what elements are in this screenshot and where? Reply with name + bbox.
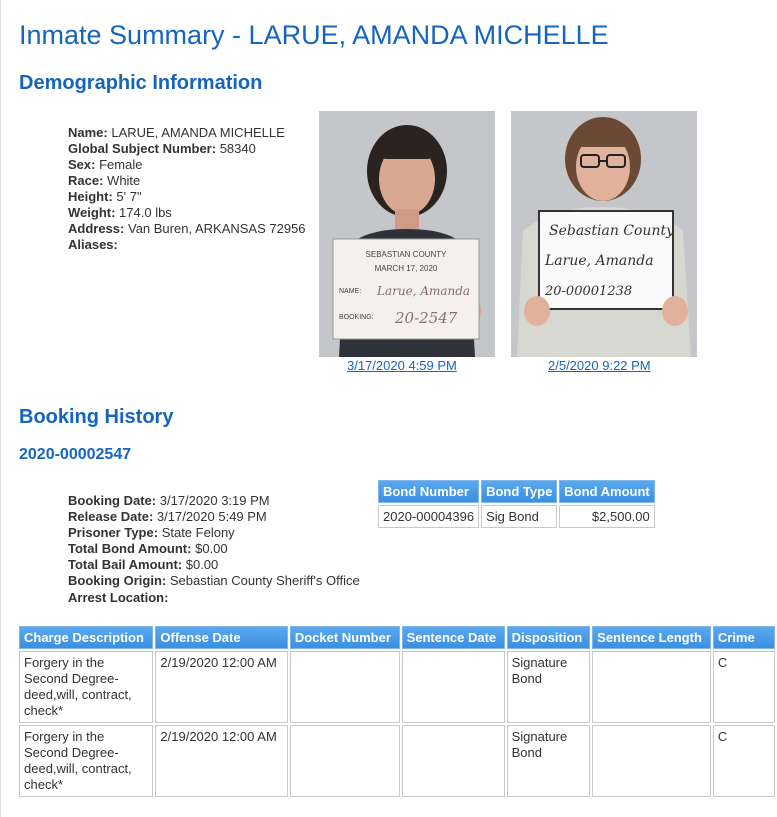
address-row: Address: Van Buren, ARKANSAS 72956 [68,221,306,236]
sentence-date-cell [402,725,505,797]
photo-2-date-link[interactable]: 2/5/2020 9:22 PM [548,358,651,373]
sentence-date-header[interactable]: Sentence Date [402,626,505,649]
bond-number-cell: 2020-00004396 [378,505,479,528]
booking-info [68,493,360,606]
svg-text:20-2547: 20-2547 [395,309,458,327]
offense-date-cell: 2/19/2020 12:00 AM [155,725,287,797]
race-row: Race: White [68,173,141,188]
crime-cell: C [713,651,775,723]
sentence-date-cell [402,651,505,723]
page-title: Inmate Summary - LARUE, AMANDA MICHELLE [19,20,609,50]
svg-text:Larue, Amanda: Larue, Amanda [377,284,471,298]
total-bond-amount-row: Total Bond Amount: $0.00 [68,541,228,556]
release-date-row: Release Date: 3/17/2020 5:49 PM [68,509,267,524]
docket-number-header[interactable]: Docket Number [290,626,400,649]
booking-photo-1[interactable] [319,111,495,357]
charges-table-container [17,624,755,799]
bond-table-header [378,480,655,503]
bond-type-cell: Sig Bond [481,505,557,528]
bond-amount-header[interactable]: Bond Amount [559,480,654,503]
charges-table-header [19,626,775,649]
mugshot-image [319,111,495,357]
charge-description-cell: Forgery in the Second Degree-deed,will, contract, check* [19,651,153,723]
sentence-length-cell [592,725,711,797]
aliases-row: Aliases: [68,237,118,252]
table-row [19,651,775,723]
bond-table [376,478,657,530]
booking-photo-2[interactable] [511,111,697,357]
booking-number: 2020-00002547 [19,446,132,463]
offense-date-cell: 2/19/2020 12:00 AM [155,651,287,723]
charge-description-header[interactable]: Charge Description [19,626,153,649]
docket-number-cell [290,651,400,723]
disposition-cell: Signature Bond [507,651,591,723]
charge-description-cell: Forgery in the Second Degree-deed,will, contract, check* [19,725,153,797]
table-row [19,725,775,797]
svg-text:NAME:: NAME: [339,288,362,295]
prisoner-type-row: Prisoner Type: State Felony [68,525,235,540]
photo-1-date-link[interactable]: 3/17/2020 4:59 PM [347,358,457,373]
sentence-length-cell [592,651,711,723]
docket-number-cell [290,725,400,797]
offense-date-header[interactable]: Offense Date [155,626,287,649]
svg-text:SEBASTIAN COUNTY: SEBASTIAN COUNTY [365,250,447,259]
demographic-info [68,125,306,253]
svg-text:Larue, Amanda: Larue, Amanda [545,253,654,269]
svg-text:20-00001238: 20-00001238 [545,284,633,299]
svg-text:Sebastian County: Sebastian County [549,223,674,239]
booking-history-heading: Booking History [19,406,174,428]
booking-origin-row: Booking Origin: Sebastian County Sheriff's Office [68,573,360,588]
crime-header[interactable]: Crime [713,626,775,649]
svg-text:MARCH 17, 2020: MARCH 17, 2020 [374,264,438,273]
mugshot-image [511,111,697,357]
bond-type-header[interactable]: Bond Type [481,480,557,503]
crime-cell: C [713,725,775,797]
charges-table [17,624,777,799]
booking-date-row: Booking Date: 3/17/2020 3:19 PM [68,493,270,508]
total-bail-amount-row: Total Bail Amount: $0.00 [68,557,219,572]
weight-row: Weight: 174.0 lbs [68,205,172,220]
disposition-header[interactable]: Disposition [507,626,591,649]
disposition-cell: Signature Bond [507,725,591,797]
name-row: Name: LARUE, AMANDA MICHELLE [68,125,285,140]
arrest-location-row: Arrest Location: [68,590,169,605]
height-row: Height: 5' 7" [68,189,142,204]
sentence-length-header[interactable]: Sentence Length [592,626,711,649]
bond-number-header[interactable]: Bond Number [378,480,479,503]
global-subject-number-row: Global Subject Number: 58340 [68,141,256,156]
demographic-heading: Demographic Information [19,72,263,94]
bond-amount-cell: $2,500.00 [559,505,654,528]
sex-row: Sex: Female [68,157,143,172]
svg-text:BOOKING:: BOOKING: [339,314,374,321]
table-row [378,505,655,528]
page-left-border [0,0,1,817]
